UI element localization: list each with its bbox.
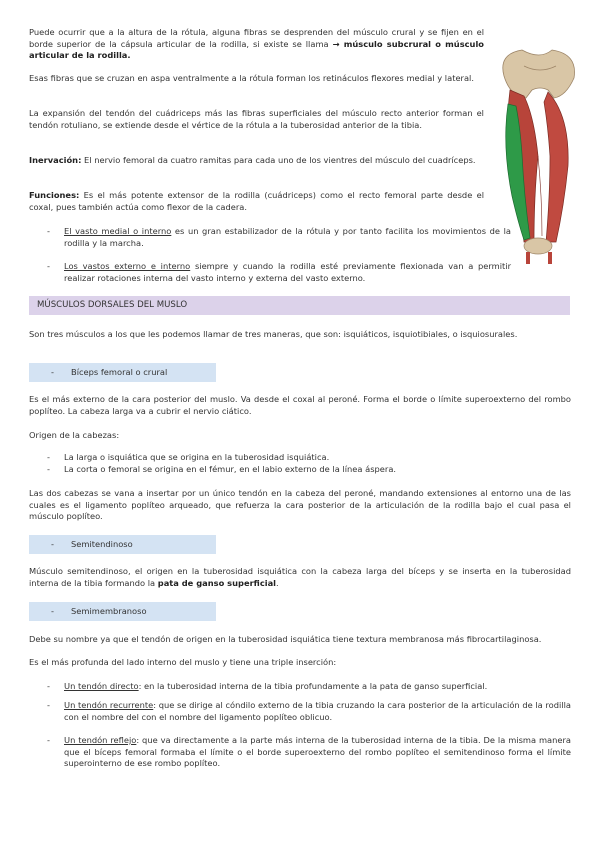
underlined-term: Un tendón recurrente <box>64 700 154 710</box>
subheading-label: Bíceps femoral o crural <box>71 367 168 377</box>
bullet-dash: - <box>47 261 50 271</box>
subheading-semitendinoso <box>29 535 216 554</box>
paragraph-text: Músculo semitendinoso, el origen en la tuberosidad isquiática con la cabeza larga del bíceps y se inserta en la tuberosidad interna de la tibia formando la <box>29 566 571 588</box>
bold-term: pata de ganso superficial <box>157 577 277 588</box>
underlined-term: Los vastos externo e interno <box>64 261 191 271</box>
list-item-text: es un gran estabilizador de la rótula y por tanto facilita los movimientos de la rodilla y la marcha. <box>64 226 511 248</box>
paragraph-retinaculos: Esas fibras que se cruzan en aspa ventralmente a la rótula forman los retináculos flexores medial y lateral. <box>29 73 474 83</box>
underlined-term: El vasto medial o interno <box>64 226 172 236</box>
paragraph-funciones <box>29 190 484 213</box>
subheading-label: Semitendinoso <box>71 539 133 549</box>
list-item-text: : que se dirige al cóndilo externo de la tibia cruzando la cara posterior de la articulación de la rodilla con el nombre del con el nombre del ligamento poplíteo oblicuo. <box>64 700 571 722</box>
list-item <box>29 681 571 693</box>
label-inervacion: Inervación: <box>29 155 82 165</box>
bold-term: → músculo subcrural o músculo articular de la rodilla. <box>29 38 484 60</box>
paragraph-triple-insercion: Es el más profunda del lado interno del muslo y tiene una triple inserción: <box>29 657 337 667</box>
list-item <box>29 464 571 476</box>
paragraph-inervacion <box>29 155 484 167</box>
paragraph-text: . <box>276 577 279 588</box>
paragraph-section-intro: Son tres músculos a los que les podemos llamar de tres maneras, que son: isquiáticos, isquiotibiales, o isquiosurales. <box>29 329 518 339</box>
bullet-dash: - <box>47 464 50 474</box>
paragraph-subcrural <box>29 27 484 62</box>
paragraph-semitendinoso <box>29 566 571 589</box>
paragraph-text: Puede ocurrir que a la altura de la rótula, alguna fibras se desprenden del músculo crural y se fijen en el borde superior de la cápsula articular de la rodilla, si existe se llama <box>29 27 484 49</box>
paragraph-tendon-rotuliano: La expansión del tendón del cuádriceps más las fibras superficiales del músculo recto anterior forman el tendón rotuliano, se extiende desde el vértice de la rótula a la tuberosidad anterior de la tibia. <box>29 108 484 130</box>
list-item-text: La corta o femoral se origina en el fémur, en el labio externo de la línea áspera. <box>64 464 397 474</box>
bullet-dash: - <box>47 700 50 710</box>
list-item-text: La larga o isquiática que se origina en la tuberosidad isquiática. <box>64 452 330 462</box>
list-item <box>29 452 571 464</box>
underlined-term: Un tendón reflejo <box>64 735 137 745</box>
bullet-dash: - <box>51 606 54 616</box>
paragraph-insercion-biceps: Las dos cabezas se vana a insertar por un único tendón en la cabeza del peroné, mandando extensiones al entorno una de las cuales es el ligamento poplíteo arqueado, que refuerza la cara posterior de la articulación de la rodilla bajo el cual pasa el músculo poplíteo. <box>29 488 571 521</box>
bullet-dash: - <box>51 367 54 377</box>
bullet-dash: - <box>47 735 50 745</box>
list-item-text: siempre y cuando la rodilla esté previamente flexionada van a permitir realizar rotaciones interna del vasto interno y externa del vasto externo. <box>64 261 511 283</box>
list-item <box>29 700 571 723</box>
underlined-term: Un tendón directo <box>64 681 139 691</box>
subheading-biceps <box>29 363 216 382</box>
list-item <box>29 226 511 249</box>
list-item <box>29 261 511 284</box>
paragraph-biceps: Es el más externo de la cara posterior del muslo. Va desde el coxal al peroné. Forma el borde o límite superoexterno del rombo poplíteo. La cabeza larga va a cubrir el nervio ciático. <box>29 394 571 416</box>
paragraph-text: El nervio femoral da cuatro ramitas para cada uno de los vientres del músculo del cuadríceps. <box>81 155 476 165</box>
bullet-dash: - <box>47 226 50 236</box>
list-item <box>29 735 571 770</box>
bullet-dash: - <box>47 452 50 462</box>
subheading-semimembranoso <box>29 602 216 621</box>
bullet-dash: - <box>51 539 54 549</box>
section-title: MÚSCULOS DORSALES DEL MUSLO <box>37 300 188 310</box>
list-item-text: : en la tuberosidad interna de la tibia profundamente a la pata de ganso superficial. <box>138 681 488 691</box>
label-funciones: Funciones: <box>29 190 80 200</box>
bullet-dash: - <box>47 681 50 691</box>
paragraph-semimembranoso: Debe su nombre ya que el tendón de origen en la tuberosidad isquiática tiene textura membranosa más fibrocartilaginosa. <box>29 634 542 644</box>
paragraph-text: Es el más potente extensor de la rodilla (cuádriceps) como el recto femoral parte desde el coxal, pues también actúa como flexor de la cadera. <box>29 190 484 212</box>
section-heading <box>29 296 570 315</box>
subheading-label: Semimembranoso <box>71 606 147 616</box>
paragraph-origen: Origen de la cabezas: <box>29 430 120 440</box>
list-item-text: : que va directamente a la parte más interna de la tuberosidad interna de la tibia. De la misma manera que el bíceps femoral formaba el límite o el borde superoexterno del rombo poplíteo el semitendinoso forma el límite superointerno de ese rombo poplíteo. <box>64 735 571 768</box>
